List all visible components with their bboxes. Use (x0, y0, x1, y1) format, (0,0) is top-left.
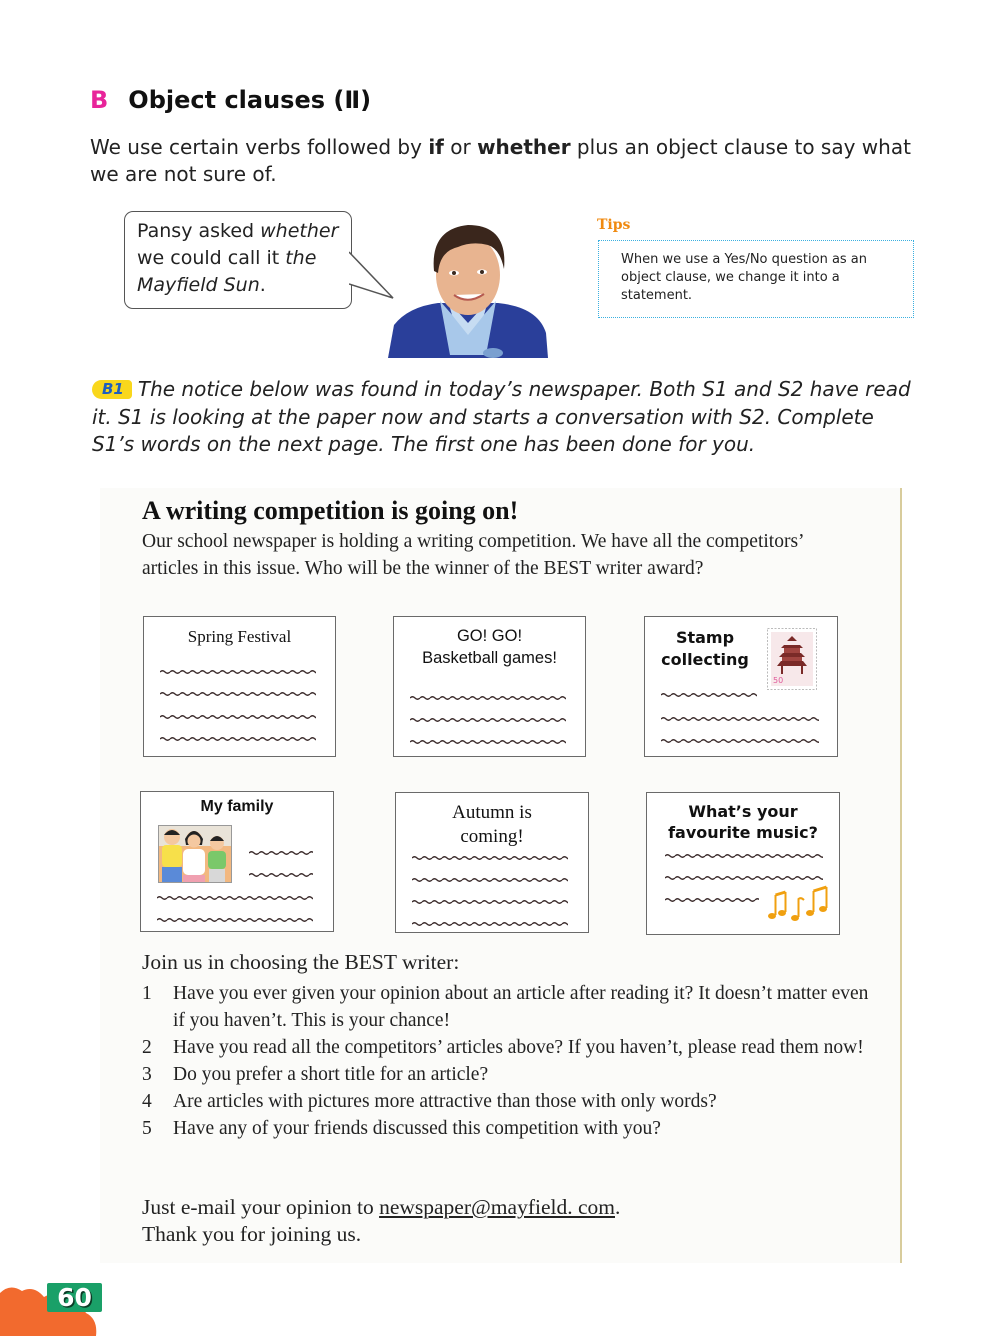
question-number: 3 (142, 1064, 152, 1085)
question-list (142, 980, 882, 1142)
card-title (647, 801, 839, 843)
writing-line (661, 692, 757, 698)
exercise-text: The notice below was found in today’s newspaper. Both S1 and S2 have read it. S1 is looking at the paper now and starts a conversation with S2. Complete S1’s words on the next page. The first one has been done for you. (92, 377, 911, 456)
bubble-text: we could call it (137, 247, 286, 269)
question-number: 4 (142, 1091, 152, 1112)
question-item (142, 1115, 882, 1142)
tips-text: When we use a Yes/No question as an object clause, we change it into a statement. (621, 252, 868, 303)
email-link[interactable]: newspaper@mayfield. com (379, 1195, 615, 1219)
music-notes-icon (767, 885, 833, 923)
writing-line (412, 855, 568, 861)
article-card-music (646, 792, 840, 935)
writing-line (157, 895, 313, 901)
writing-line (249, 872, 313, 878)
speech-bubble (124, 211, 352, 309)
card-title-line: What’s your (688, 802, 798, 821)
writing-line (160, 691, 316, 697)
question-text: Have any of your friends discussed this competition with you? (173, 1118, 661, 1139)
question-item (142, 1034, 882, 1061)
thanks-text: Thank you for joining us. (142, 1222, 362, 1246)
card-title (394, 625, 585, 669)
writing-line (160, 736, 316, 742)
keyword-whether: whether (477, 135, 571, 159)
notice-body: Our school newspaper is holding a writing competition. We have all the competitors’ articles in this issue. Who will be the winner of the BEST writer award? (142, 531, 804, 579)
question-item (142, 1061, 882, 1088)
card-title-line: Basketball games! (422, 649, 557, 667)
boy-photo (388, 215, 548, 358)
bubble-italic: Mayfield Sun (137, 274, 260, 296)
notice-title: A writing competition is going on! (142, 496, 519, 525)
section-letter: B (90, 86, 109, 114)
stamp-image (767, 628, 817, 690)
card-title: My family (200, 798, 274, 815)
card-title-line: coming! (460, 826, 524, 847)
bubble-text: . (259, 274, 266, 296)
join-heading: Join us in choosing the BEST writer: (142, 950, 460, 974)
card-title: Spring Festival (187, 627, 292, 646)
writing-line (661, 716, 819, 722)
question-text: Have you ever given your opinion about an article after reading it? It doesn’t matter even if you haven’t. This is your chance! (173, 983, 869, 1031)
question-number: 1 (142, 983, 152, 1004)
writing-line (412, 899, 568, 905)
writing-line (160, 669, 316, 675)
article-card-autumn (395, 792, 589, 933)
closing-suffix: . (615, 1195, 621, 1219)
card-title-line: Stamp (675, 628, 735, 647)
writing-line (661, 738, 819, 744)
stamp-value: 50 (773, 676, 784, 685)
family-picture (158, 825, 232, 883)
writing-line (157, 917, 313, 923)
bubble-text: Pansy asked (137, 220, 261, 242)
writing-line (665, 853, 823, 859)
tips-box (598, 240, 914, 318)
writing-line (665, 875, 823, 881)
tips-label: Tips (597, 217, 631, 233)
card-title-line: collecting (661, 650, 749, 669)
question-text: Do you prefer a short title for an article? (173, 1064, 489, 1085)
exercise-badge: B1 (92, 380, 132, 399)
section-title: Object clauses (Ⅱ) (128, 86, 372, 114)
question-number: 2 (142, 1037, 152, 1058)
bubble-italic: whether (260, 220, 339, 242)
closing-text (142, 1194, 620, 1248)
section-heading (90, 86, 371, 114)
article-card-my-family (140, 791, 334, 932)
writing-line (160, 714, 316, 720)
closing-prefix: Just e-mail your opinion to (142, 1195, 380, 1219)
intro-text: We use certain verbs followed by (90, 135, 429, 159)
page-number: 60 (47, 1283, 102, 1312)
article-card-stamp-collecting (644, 616, 838, 757)
intro-paragraph (90, 134, 930, 188)
writing-line (665, 897, 759, 903)
card-title-line: favourite music? (668, 823, 818, 842)
writing-line (410, 739, 566, 745)
question-item (142, 1088, 882, 1115)
bubble-italic: the (285, 247, 317, 269)
intro-text: plus an object clause to say what we are not sure of. (90, 135, 911, 186)
question-item (142, 980, 882, 1034)
keyword-if: if (428, 135, 444, 159)
writing-line (410, 717, 566, 723)
article-card-basketball (393, 616, 586, 757)
writing-line (412, 877, 568, 883)
question-text: Have you read all the competitors’ articles above? If you haven’t, please read them now! (173, 1037, 864, 1058)
card-title-line: GO! GO! (456, 627, 523, 645)
exercise-instruction (92, 376, 922, 459)
article-card-spring-festival (143, 616, 336, 757)
question-number: 5 (142, 1118, 152, 1139)
card-title-line: Autumn is (452, 802, 532, 823)
card-title (645, 627, 765, 671)
writing-line (410, 695, 566, 701)
question-text: Are articles with pictures more attractive than those with only words? (173, 1091, 717, 1112)
intro-text: or (443, 135, 478, 159)
writing-line (249, 850, 313, 856)
card-title (396, 801, 588, 849)
writing-line (412, 921, 568, 927)
newspaper-notice (100, 488, 902, 1263)
